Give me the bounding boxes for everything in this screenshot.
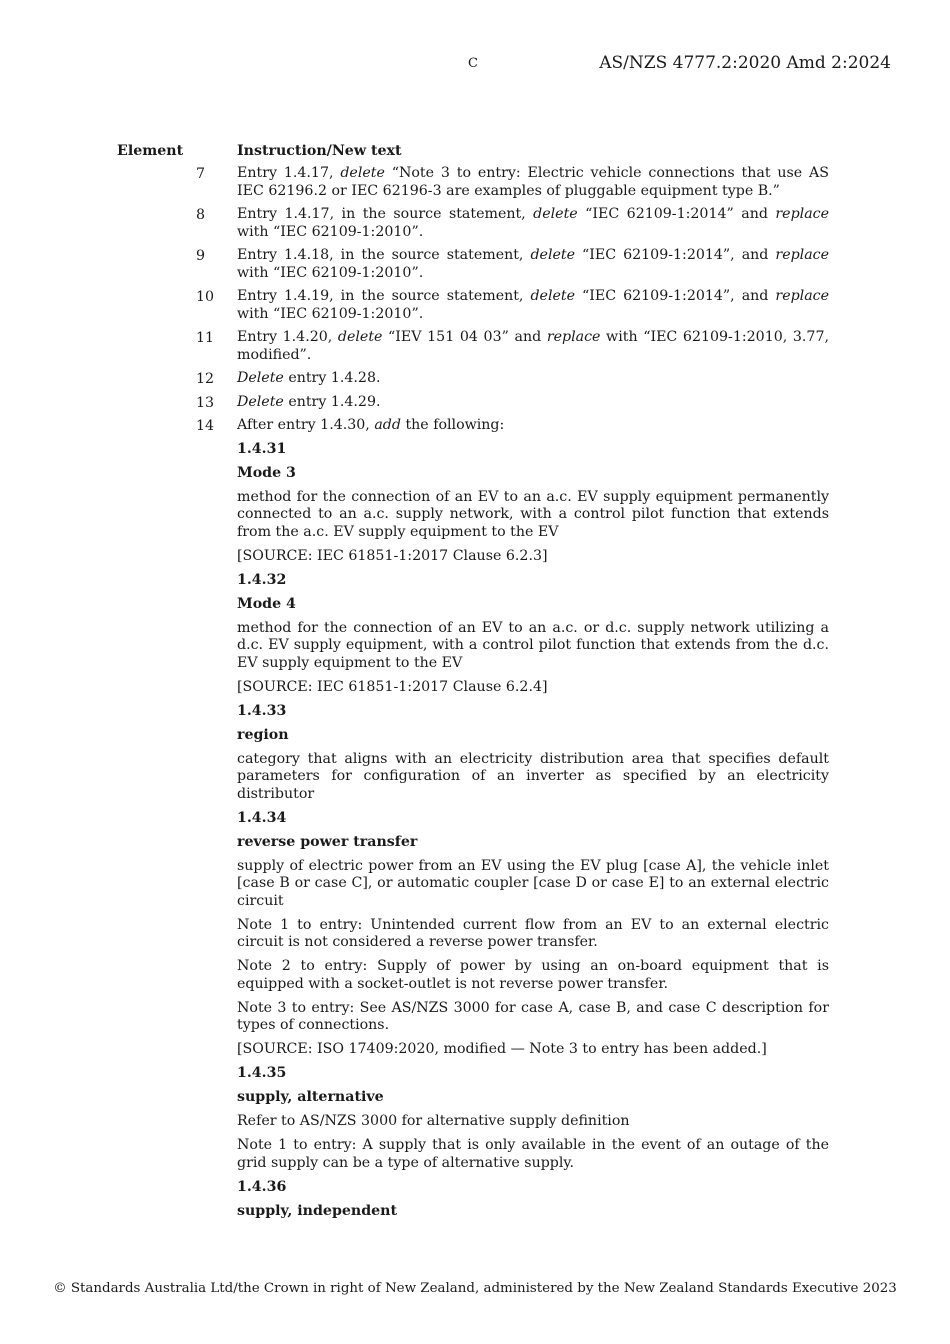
entry-definition: Refer to AS/NZS 3000 for alternative supply definition xyxy=(237,1113,630,1129)
entry-definition: method for the connection of an EV to an a.c. EV supply equipment permanently connected to an a.c. supply network, with a control pilot function that extends from the a.c. EV supply equipment to the EV xyxy=(237,488,829,540)
instruction-text: Entry 1.4.18, in the source statement, delete “IEC 62109-1:2014”, and replace with “IEC 62109-1:2010”. xyxy=(237,247,830,281)
entry-note: Note 3 to entry: See AS/NZS 3000 for case A, case B, and case C description for types of connections. xyxy=(237,999,829,1033)
amendment-row-11 xyxy=(0,329,950,364)
element-number: 11 xyxy=(196,330,215,346)
entry-number: 1.4.35 xyxy=(237,1065,287,1081)
element-number: 14 xyxy=(196,418,215,434)
entry-definition: supply of electric power from an EV using the EV plug [case A], the vehicle inlet [case B or case C], or automatic coupler [case D or case E] to an external electric circuit xyxy=(237,857,829,909)
page-letter: C xyxy=(468,56,478,71)
entry-number: 1.4.34 xyxy=(237,809,287,826)
amendment-row-12 xyxy=(0,370,950,388)
entry-term: supply, alternative xyxy=(237,1089,384,1105)
amendment-row-13 xyxy=(0,394,950,412)
entry-note: Note 2 to entry: Supply of power by using an on-board equipment that is equipped with a socket-outlet is not reverse power transfer. xyxy=(237,958,829,992)
entry-number: 1.4.32 xyxy=(237,571,287,588)
entry-number: 1.4.33 xyxy=(237,702,287,719)
instruction-text: Delete entry 1.4.29. xyxy=(237,393,381,410)
instruction-column-header: Instruction/New text xyxy=(237,143,402,159)
amendment-row-9 xyxy=(0,247,950,282)
entry-source: [SOURCE: ISO 17409:2020, modified — Note 3 to entry has been added.] xyxy=(237,1041,767,1057)
instruction-text: Entry 1.4.17, in the source statement, delete “IEC 62109-1:2014” and replace with “IEC 62109-1:2010”. xyxy=(237,206,829,240)
entry-number: 1.4.31 xyxy=(237,440,287,457)
amendment-table xyxy=(0,143,950,1227)
entry-term: Mode 3 xyxy=(237,464,296,481)
instruction-text: Entry 1.4.17, delete “Note 3 to entry: Electric vehicle connections that use AS IEC 62196.2 or IEC 62196-3 are examples of pluggable equipment type B.” xyxy=(237,165,830,199)
element-column-header: Element xyxy=(117,143,184,159)
instruction-text: Entry 1.4.20, delete “IEV 151 04 03” and replace with “IEC 62109-1:2010, 3.77, modified”. xyxy=(237,329,829,363)
entry-source: [SOURCE: IEC 61851-1:2017 Clause 6.2.4] xyxy=(237,678,548,695)
element-number: 12 xyxy=(196,371,215,387)
column-headers xyxy=(0,143,950,165)
instruction-text: After entry 1.4.30, add the following: xyxy=(237,417,505,433)
element-number: 13 xyxy=(196,394,215,411)
entry-source: [SOURCE: IEC 61851-1:2017 Clause 6.2.3] xyxy=(237,547,548,564)
entry-term: reverse power transfer xyxy=(237,833,418,850)
copyright-footer: © Standards Australia Ltd/the Crown in right of New Zealand, administered by the New Zealand Standards Executive 2023 xyxy=(53,1281,897,1296)
entry-definition: method for the connection of an EV to an a.c. or d.c. supply network utilizing a d.c. EV supply equipment, with a control pilot function that extends from the d.c. EV supply equipment to the EV xyxy=(237,619,829,671)
amendment-row-8 xyxy=(0,206,950,241)
element-number: 10 xyxy=(196,289,215,305)
entry-definition: category that aligns with an electricity distribution area that specifies default parameters for configuration of an inverter as specified by an electricity distributor xyxy=(237,750,829,802)
entry-number: 1.4.36 xyxy=(237,1178,287,1195)
amendment-row-7 xyxy=(0,165,950,200)
new-definitions xyxy=(0,441,950,1221)
amendment-row-10 xyxy=(0,288,950,323)
element-number: 8 xyxy=(196,207,206,223)
instruction-text: Delete entry 1.4.28. xyxy=(237,370,381,386)
element-number: 9 xyxy=(196,248,206,264)
entry-term: region xyxy=(237,726,289,743)
entry-note: Note 1 to entry: Unintended current flow from an EV to an external electric circuit is not considered a reverse power transfer. xyxy=(237,916,829,950)
entry-note: Note 1 to entry: A supply that is only available in the event of an outage of the grid supply can be a type of alternative supply. xyxy=(237,1137,829,1171)
document-identifier: AS/NZS 4777.2:2020 Amd 2:2024 xyxy=(599,53,891,73)
entry-term: Mode 4 xyxy=(237,595,296,612)
instruction-text: Entry 1.4.19, in the source statement, delete “IEC 62109-1:2014”, and replace with “IEC 62109-1:2010”. xyxy=(237,288,830,322)
element-number: 7 xyxy=(196,166,206,182)
amendment-row-14 xyxy=(0,417,950,435)
entry-term: supply, independent xyxy=(237,1202,398,1219)
